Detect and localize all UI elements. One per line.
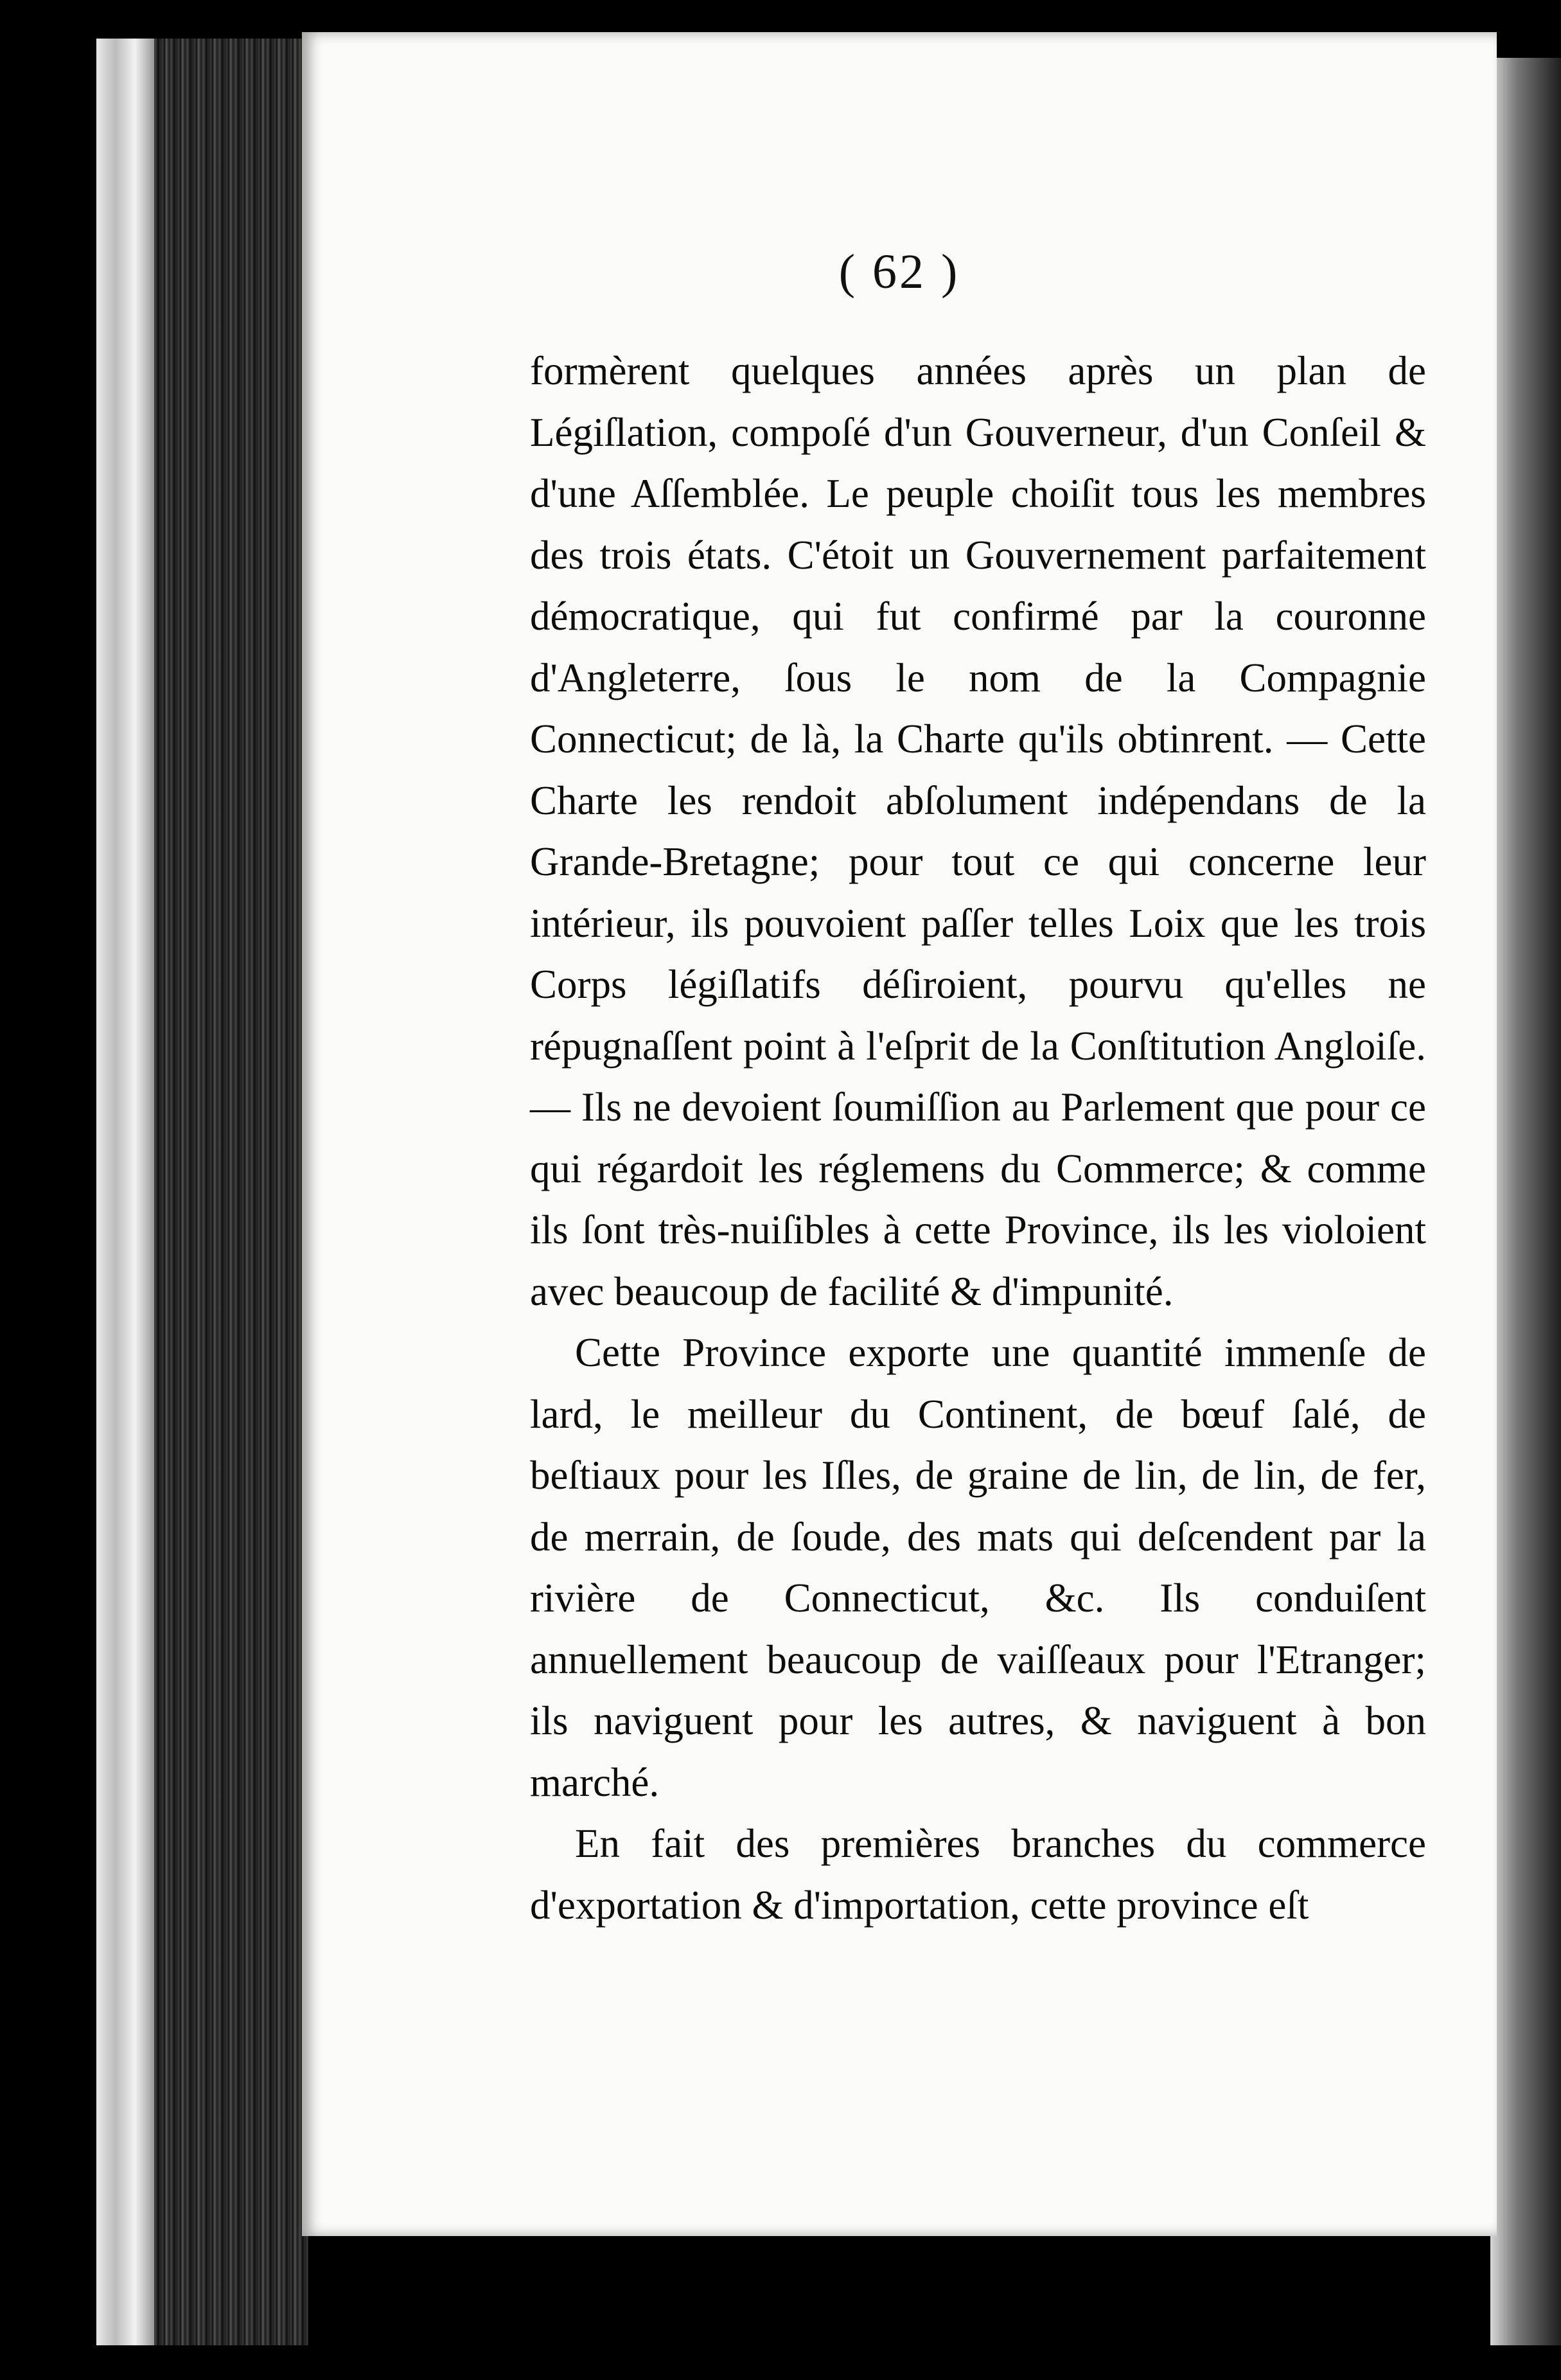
book-page [302,32,1497,2236]
paragraph-2: Cette Province exporte une quantité immenſe de lard, le meilleur du Continent, de bœuf ſalé, de beſtiaux pour les Iſles, de graine de lin, de lin, de fer, de merrain, de ſoude, des mats qui deſcendent par la rivière de Connecticut, &c. Ils conduiſent annuellement beaucoup de vaiſſeaux pour l'Etranger; ils naviguent pour les autres, & naviguent à bon marché. [530,1330,1426,1805]
paragraph-1: formèrent quelques années après un plan de Légiſlation, compoſé d'un Gouverneur, d'un Conſeil & d'une Aſſemblée. Le peuple choiſit tous les membres des trois états. C'étoit un Gouvernement parfaitement démocratique, qui fut confirmé par la couronne d'Angleterre, ſous le nom de la Compagnie Connecticut; de là, la Charte qu'ils obtinrent. — Cette Charte les rendoit abſolument indépendans de la Grande-Bretagne; pour tout ce qui concerne leur intérieur, ils pouvoient paſſer telles Loix que les trois Corps légiſlatifs déſiroient, pourvu qu'elles ne répugnaſſent point à l'eſprit de la Conſtitution Angloiſe. — Ils ne devoient ſoumiſſion au Parlement que pour ce qui régardoit les réglemens du Commerce; & comme ils ſont très-nuiſibles à cette Province, ils les violoient avec beaucoup de facilité & d'impunité. [530,348,1426,1314]
paragraph-3: En fait des premières branches du commerce d'exportation & d'importation, cette province eſt [530,1821,1426,1928]
page-text [530,341,1426,1936]
page-number: ( 62 ) [838,245,960,299]
book-edge-highlight [96,39,154,2345]
next-page-shadow [1490,58,1561,2345]
